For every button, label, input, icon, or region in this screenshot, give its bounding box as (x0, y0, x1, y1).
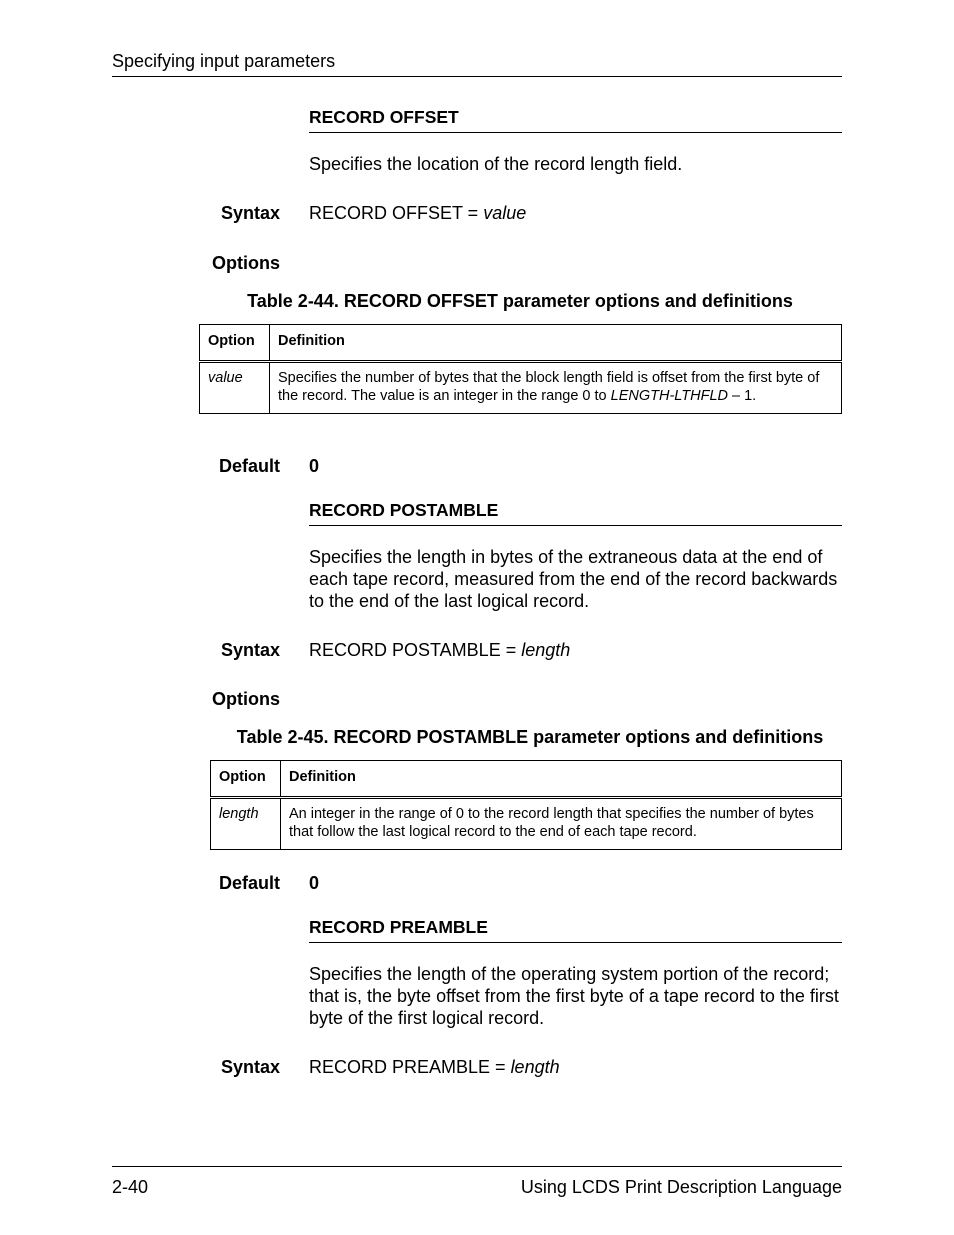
table-2-45-caption: Table 2-45. RECORD POSTAMBLE parameter options and definitions (236, 727, 824, 747)
page-number: 2-40 (112, 1177, 149, 1197)
running-header: Specifying input parameters (112, 51, 336, 71)
column-header-definition: Definition (270, 325, 842, 362)
table-row (211, 798, 842, 850)
syntax-param: length (510, 1057, 560, 1077)
section-title-record-preamble: RECORD PREAMBLE (309, 917, 842, 943)
record-postamble-syntax (309, 640, 570, 661)
footer-rule (112, 1166, 842, 1167)
header-rule (112, 76, 842, 77)
table-header-row (200, 325, 842, 362)
record-offset-default-value: 0 (309, 456, 320, 476)
table-row (200, 362, 842, 414)
syntax-param: length (521, 640, 571, 660)
record-offset-syntax (309, 203, 526, 224)
definition-italic: LENGTH-LTHFLD (610, 388, 728, 404)
record-offset-description: Specifies the location of the record length field. (309, 154, 683, 174)
definition-cell: An integer in the range of 0 to the record length that specifies the number of bytes that follow the last logical record to the end of each tape record. (281, 798, 842, 850)
record-preamble-syntax (309, 1057, 560, 1078)
section-title-record-offset: RECORD OFFSET (309, 107, 842, 133)
table-header-row (211, 761, 842, 798)
record-postamble-options-label: Options (212, 689, 280, 709)
record-postamble-syntax-label: Syntax (220, 640, 280, 660)
definition-text: Specifies the number of bytes that the block length field is offset from the first byte of the record. The value is an integer in the range 0 to (278, 370, 820, 404)
option-cell: value (200, 362, 270, 414)
record-postamble-default-label: Default (218, 873, 280, 893)
syntax-keyword: RECORD POSTAMBLE = (309, 640, 522, 660)
record-offset-default-label: Default (218, 456, 280, 476)
section-title-record-postamble: RECORD POSTAMBLE (309, 500, 842, 526)
syntax-param: value (483, 203, 527, 223)
record-offset-syntax-label: Syntax (220, 203, 280, 223)
column-header-option: Option (200, 325, 270, 362)
record-preamble-description: Specifies the length of the operating system portion of the record; that is, the byte offset from the first byte of a tape record to the first byte of the first logical record. (309, 964, 839, 1028)
option-cell: length (211, 798, 281, 850)
table-2-44 (199, 324, 842, 414)
syntax-keyword: RECORD PREAMBLE = (309, 1057, 511, 1077)
record-offset-options-label: Options (212, 253, 280, 273)
column-header-option: Option (211, 761, 281, 798)
record-postamble-default-value: 0 (309, 873, 320, 893)
definition-text-end: – 1. (728, 388, 757, 404)
column-header-definition: Definition (281, 761, 842, 798)
record-postamble-description: Specifies the length in bytes of the extraneous data at the end of each tape record, measured from the end of the record backwards to the end of the last logical record. (309, 547, 838, 611)
footer-book-title: Using LCDS Print Description Language (520, 1177, 842, 1197)
table-2-44-caption: Table 2-44. RECORD OFFSET parameter options and definitions (247, 291, 793, 311)
definition-cell (270, 362, 842, 414)
syntax-keyword: RECORD OFFSET = (309, 203, 484, 223)
table-2-45 (210, 760, 842, 850)
record-preamble-syntax-label: Syntax (220, 1057, 280, 1077)
